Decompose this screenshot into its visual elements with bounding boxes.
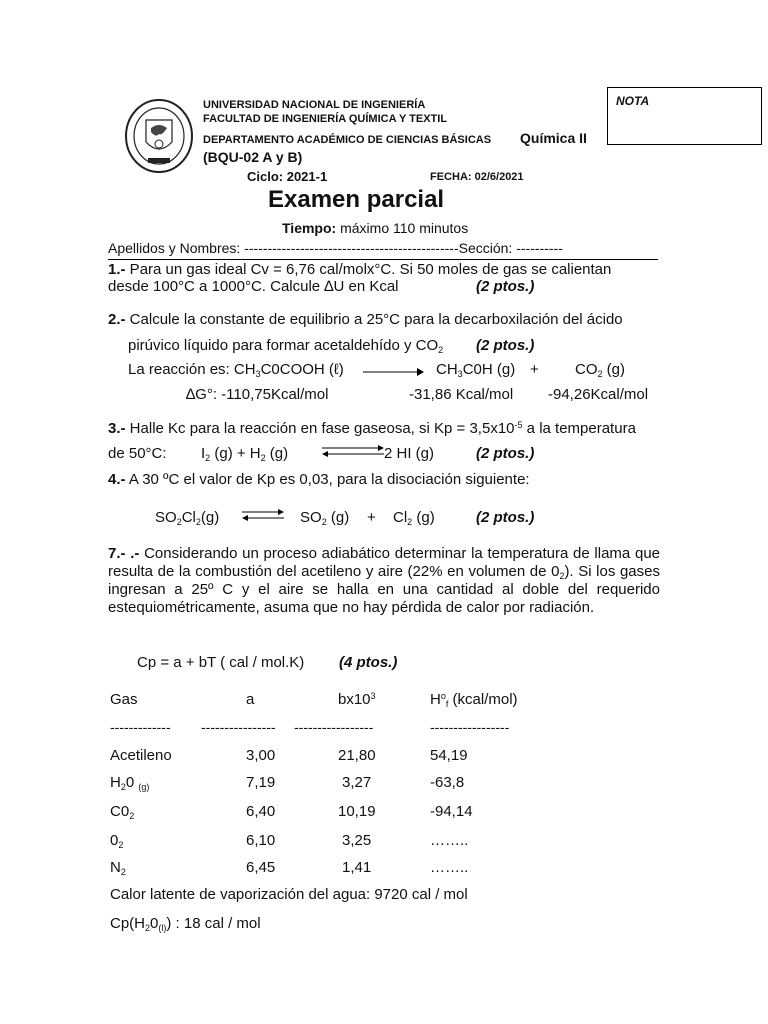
university-seal-icon bbox=[124, 98, 194, 174]
table-row-h: …….. bbox=[430, 859, 469, 876]
table-dash-3: ----------------- bbox=[294, 719, 374, 735]
question-3-line-2: de 50°C: bbox=[108, 445, 167, 462]
reaction-product-1: $CH_3C0H$ (g) bbox=[436, 361, 516, 379]
university-name: UNIVERSIDAD NACIONAL DE INGENIERÍA bbox=[203, 99, 426, 111]
exam-time: Tiempo: máximo 110 minutos bbox=[282, 220, 469, 236]
cycle: Ciclo: 2021-1 bbox=[247, 169, 328, 184]
table-header-h: $H^o_f$ (kcal/mol) bbox=[430, 691, 518, 709]
reaction-arrow-icon bbox=[363, 366, 425, 378]
question-7-text: 7.- .- Considerando un proceso adiabático determinar la temperatura de llama que resulta de la combustión del acetileno y aire (22% en volumen de $0_2$). Si los gases ingresan a 25º C y el aire se halla en una cantidad al doble del requerido estequiométricamente, asuma que no hay pérdida de calor por radiación. bbox=[108, 545, 660, 616]
delta-g-product-1: -31,86 Kcal/mol bbox=[409, 386, 514, 403]
table-dash-1: ------------- bbox=[110, 719, 171, 735]
table-row-b: 10,19 bbox=[338, 803, 376, 820]
table-header-b: $bx10^3$ bbox=[338, 691, 376, 708]
table-row-a: 3,00 bbox=[246, 747, 276, 764]
question-1-line-1: 1.- Para un gas ideal Cv = 6,76 cal/molx°C. Si 50 moles de gas se calientan bbox=[108, 261, 612, 278]
question-4-product-2: $Cl_2$ (g) bbox=[393, 509, 435, 527]
question-4-plus: + bbox=[367, 509, 376, 526]
question-3-product: 2 HI (g) bbox=[384, 445, 435, 462]
table-row-b: 1,41 bbox=[342, 859, 372, 876]
reaction-reactant: La reacción es: $CH_3C0COOH$ (ℓ) bbox=[128, 361, 344, 379]
question-7-points: (4 ptos.) bbox=[339, 654, 398, 671]
faculty-name: FACULTAD DE INGENIERÍA QUÍMICA Y TEXTIL bbox=[203, 113, 448, 125]
question-4-points: (2 ptos.) bbox=[476, 509, 535, 526]
department-name: DEPARTAMENTO ACADÉMICO DE CIENCIAS BÁSICAS bbox=[203, 134, 492, 146]
divider bbox=[108, 259, 658, 260]
table-dash-2: ---------------- bbox=[201, 719, 276, 735]
table-row-gas: $H_20$ $_{(g)}$ bbox=[110, 774, 150, 792]
grade-label: NOTA bbox=[616, 94, 650, 108]
equilibrium-arrow-icon bbox=[240, 507, 286, 523]
question-1-points: (2 ptos.) bbox=[476, 278, 535, 295]
question-4-text: 4.- A 30 ºC el valor de Kp es 0,03, para la disociación siguiente: bbox=[108, 471, 530, 488]
table-row-a: 6,10 bbox=[246, 832, 276, 849]
question-3-reactants: $I_2$ $(g) + H_2$ (g) bbox=[201, 445, 289, 463]
question-3-line-1: 3.- Halle Kc para la reacción en fase gaseosa, si $Kp = 3,5x10^{-5}$ a la temperatura bbox=[108, 420, 636, 437]
table-row-b: 21,80 bbox=[338, 747, 376, 764]
equilibrium-arrow-icon bbox=[320, 443, 386, 459]
table-row-gas: $C0_2$ bbox=[110, 803, 135, 821]
table-row-a: 6,45 bbox=[246, 859, 276, 876]
exam-date: FECHA: 02/6/2021 bbox=[430, 171, 524, 183]
table-header-gas: Gas bbox=[110, 691, 138, 708]
grade-box bbox=[607, 87, 762, 145]
name-line: Apellidos y Nombres: ----------------------------------------------Sección: ---------- bbox=[108, 240, 563, 256]
exam-title: Examen parcial bbox=[268, 186, 445, 213]
delta-g-reactant: ∆G°: -110,75Kcal/mol bbox=[186, 386, 329, 403]
question-2-points: (2 ptos.) bbox=[476, 337, 535, 354]
question-3-points: (2 ptos.) bbox=[476, 445, 535, 462]
table-header-a: a bbox=[246, 691, 255, 708]
question-4-product-1: $SO_2$ (g) bbox=[300, 509, 350, 527]
table-dash-4: ----------------- bbox=[430, 719, 510, 735]
table-row-gas: $N_2$ bbox=[110, 859, 126, 877]
section-code: (BQU-02 A y B) bbox=[203, 149, 303, 165]
table-row-h: -63,8 bbox=[430, 774, 465, 791]
table-row-b: 3,27 bbox=[342, 774, 372, 791]
table-row-h: -94,14 bbox=[430, 803, 473, 820]
cp-formula: Cp = a + bT ( cal / mol.K) bbox=[137, 654, 305, 671]
reaction-product-2: $CO_2$ (g) bbox=[575, 361, 626, 379]
question-2-line-1: 2.- Calcule la constante de equilibrio a 25°C para la decarboxilación del ácido bbox=[108, 311, 623, 328]
question-4-reactant: $SO_2Cl_2(g)$ bbox=[155, 509, 220, 527]
table-row-a: 7,19 bbox=[246, 774, 276, 791]
table-row-h: …….. bbox=[430, 832, 469, 849]
table-row-gas: Acetileno bbox=[110, 747, 172, 764]
cp-water: $Cp(H_20_{(l)})$ : 18 cal / mol bbox=[110, 915, 261, 933]
course-name: Química II bbox=[520, 130, 587, 146]
latent-heat: Calor latente de vaporización del agua: 9720 cal / mol bbox=[110, 886, 468, 903]
reaction-plus: + bbox=[530, 361, 539, 378]
delta-g-product-2: -94,26Kcal/mol bbox=[548, 386, 649, 403]
question-1-line-2: desde 100°C a 1000°C. Calcule ∆U en Kcal bbox=[108, 278, 399, 295]
table-row-h: 54,19 bbox=[430, 747, 468, 764]
question-2-line-2: pirúvico líquido para formar acetaldehído y $CO_2$ bbox=[128, 337, 444, 355]
table-row-gas: $0_2$ bbox=[110, 832, 124, 850]
table-row-a: 6,40 bbox=[246, 803, 276, 820]
table-row-b: 3,25 bbox=[342, 832, 372, 849]
